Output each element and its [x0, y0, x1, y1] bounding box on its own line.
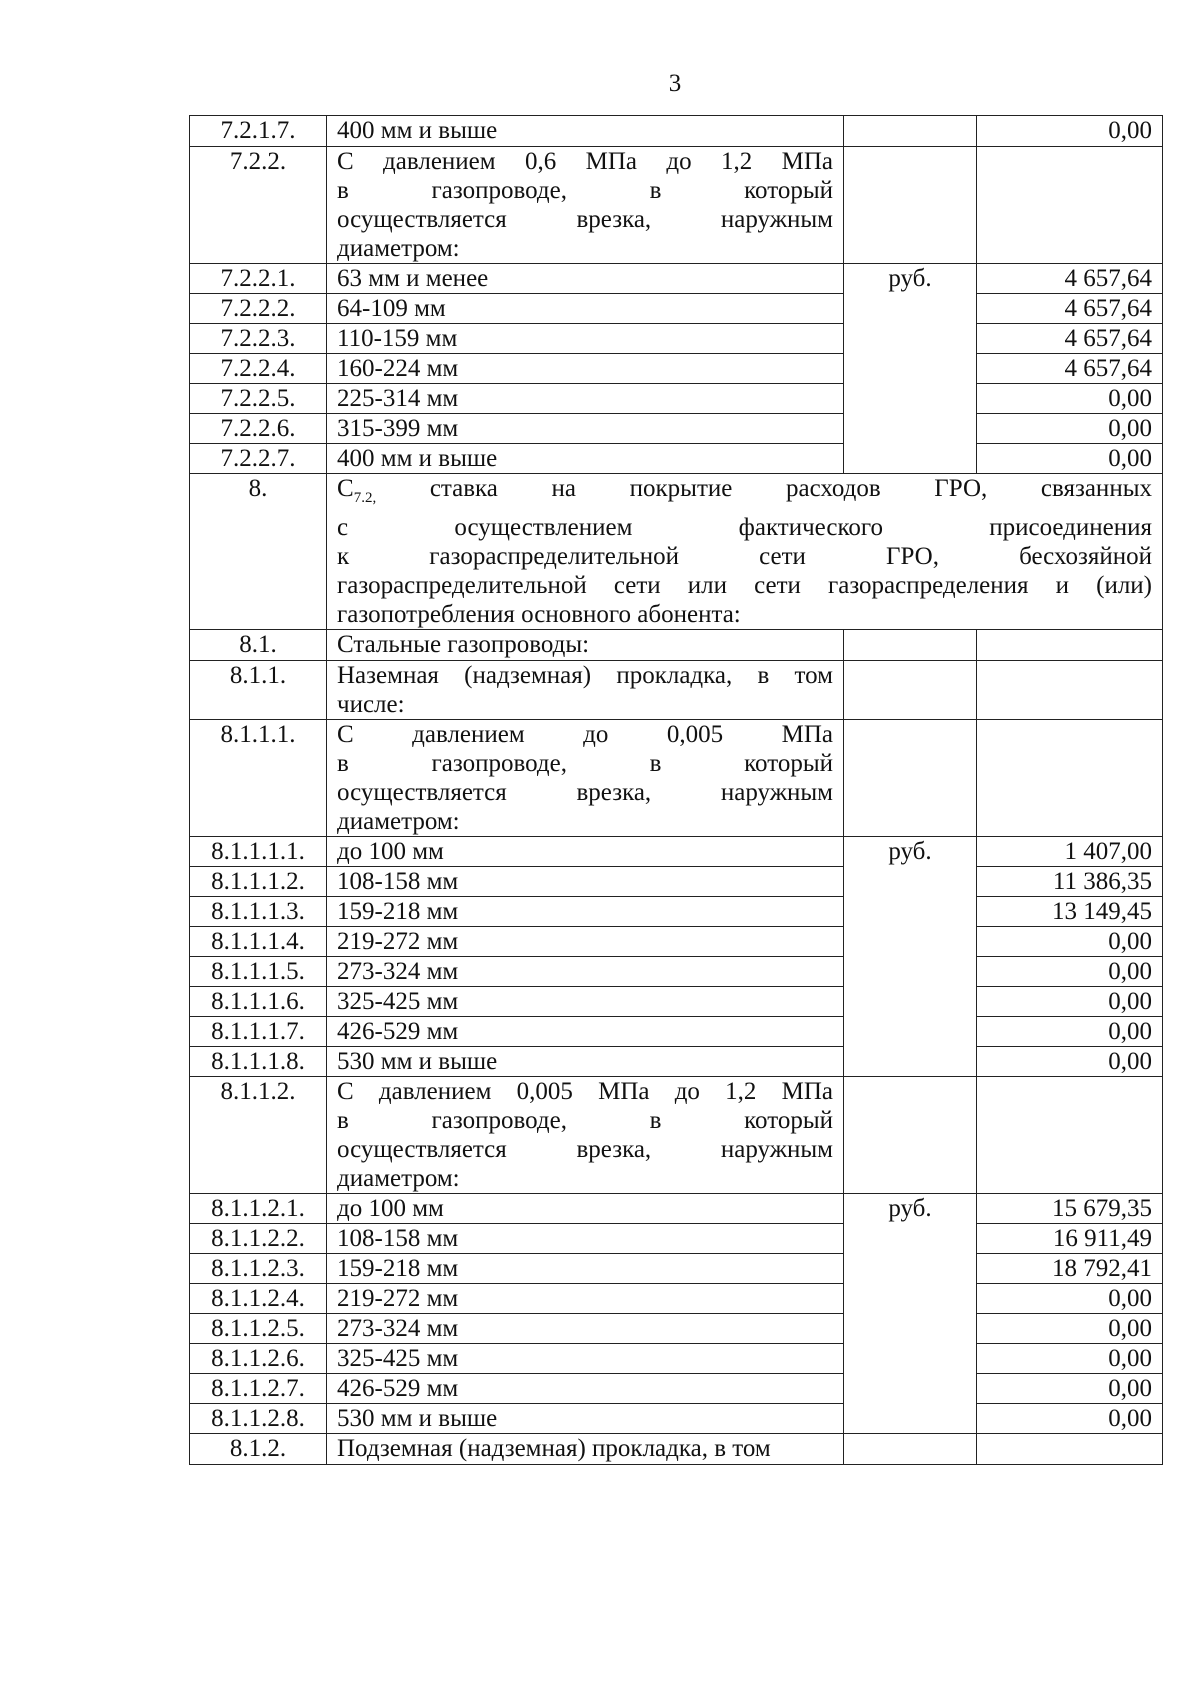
description-line: осуществляется врезка, наружным	[337, 206, 833, 233]
unit-label: руб.	[844, 264, 977, 474]
row-description: 64-109 мм	[327, 294, 844, 324]
table-row	[190, 1434, 1163, 1465]
description-line: к газораспределительной сети ГРО, бесхозяйной	[337, 543, 1152, 570]
table-row	[190, 1077, 1163, 1194]
row-description: 63 мм и менее	[327, 264, 844, 294]
description-line: осуществляется врезка, наружным	[337, 1136, 833, 1163]
row-value: 13 149,45	[977, 897, 1163, 927]
row-description	[327, 1077, 844, 1194]
row-description: 225-314 мм	[327, 384, 844, 414]
row-number: 8.1.1.1.3.	[190, 897, 327, 927]
row-value: 0,00	[977, 1404, 1163, 1434]
table-row	[190, 1374, 1163, 1404]
row-number: 8.1.	[190, 630, 327, 661]
row-description	[327, 474, 1163, 630]
table-row	[190, 1017, 1163, 1047]
row-description: 400 мм и выше	[327, 444, 844, 474]
row-value: 4 657,64	[977, 324, 1163, 354]
row-number: 8.1.1.2.7.	[190, 1374, 327, 1404]
row-description: 219-272 мм	[327, 1284, 844, 1314]
table-row	[190, 294, 1163, 324]
row-value: 4 657,64	[977, 354, 1163, 384]
description-line: С давлением 0,6 МПа до 1,2 МПа	[337, 148, 833, 175]
row-number: 8.1.1.1.1.	[190, 837, 327, 867]
row-number: 8.1.1.1.8.	[190, 1047, 327, 1077]
row-number: 8.1.1.1.5.	[190, 957, 327, 987]
row-description: 426-529 мм	[327, 1374, 844, 1404]
row-description: до 100 мм	[327, 1194, 844, 1224]
rate-symbol: С	[337, 475, 354, 502]
row-value: 16 911,49	[977, 1224, 1163, 1254]
row-description: 160-224 мм	[327, 354, 844, 384]
row-unit	[844, 630, 977, 661]
row-number: 7.2.2.3.	[190, 324, 327, 354]
row-value	[977, 1434, 1163, 1465]
row-number: 8.1.2.	[190, 1434, 327, 1465]
row-number: 7.2.2.2.	[190, 294, 327, 324]
table-row	[190, 837, 1163, 867]
tariff-table	[189, 115, 1163, 1465]
row-number: 7.2.2.6.	[190, 414, 327, 444]
table-row	[190, 867, 1163, 897]
table-row	[190, 116, 1163, 147]
row-value: 0,00	[977, 116, 1163, 147]
description-line: диаметром:	[337, 808, 460, 835]
description-line: С давлением 0,005 МПа до 1,2 МПа	[337, 1078, 833, 1105]
description-line: газопотребления основного абонента:	[337, 601, 741, 628]
row-number: 7.2.2.7.	[190, 444, 327, 474]
row-description: 325-425 мм	[327, 1344, 844, 1374]
rate-subscript: 7.2,	[353, 490, 377, 506]
description-line: осуществляется врезка, наружным	[337, 779, 833, 806]
table-row	[190, 444, 1163, 474]
row-description: 426-529 мм	[327, 1017, 844, 1047]
description-line: Наземная (надземная) прокладка, в том	[337, 662, 833, 689]
description-line: в газопроводе, в который	[337, 750, 833, 777]
table-row	[190, 324, 1163, 354]
row-description	[327, 720, 844, 837]
table-row	[190, 897, 1163, 927]
row-value: 4 657,64	[977, 264, 1163, 294]
row-number: 8.1.1.1.7.	[190, 1017, 327, 1047]
row-description: 108-158 мм	[327, 1224, 844, 1254]
table-row	[190, 1284, 1163, 1314]
row-value	[977, 147, 1163, 264]
table-row	[190, 147, 1163, 264]
row-value: 0,00	[977, 1374, 1163, 1404]
table-row	[190, 927, 1163, 957]
row-number: 8.1.1.2.3.	[190, 1254, 327, 1284]
row-value: 18 792,41	[977, 1254, 1163, 1284]
row-number: 8.1.1.2.8.	[190, 1404, 327, 1434]
row-value: 0,00	[977, 384, 1163, 414]
description-line: газораспределительной сети или сети газораспределения и (или)	[337, 572, 1152, 599]
table-row	[190, 1224, 1163, 1254]
table-row	[190, 630, 1163, 661]
row-value: 0,00	[977, 957, 1163, 987]
row-value: 15 679,35	[977, 1194, 1163, 1224]
row-unit	[844, 1077, 977, 1194]
description-text: ставка на покрытие расходов ГРО, связанных	[429, 475, 1152, 502]
row-description	[327, 661, 844, 720]
tariff-table-body	[190, 116, 1163, 1465]
row-description: 273-324 мм	[327, 957, 844, 987]
row-description: Подземная (надземная) прокладка, в том	[327, 1434, 844, 1465]
unit-label: руб.	[844, 1194, 977, 1434]
table-row	[190, 720, 1163, 837]
table-row	[190, 414, 1163, 444]
table-row	[190, 1404, 1163, 1434]
row-value: 0,00	[977, 1314, 1163, 1344]
row-unit	[844, 147, 977, 264]
row-description: 219-272 мм	[327, 927, 844, 957]
row-value: 11 386,35	[977, 867, 1163, 897]
row-number: 8.1.1.1.4.	[190, 927, 327, 957]
row-number: 8.1.1.2.5.	[190, 1314, 327, 1344]
row-unit	[844, 720, 977, 837]
row-number: 7.2.1.7.	[190, 116, 327, 147]
description-line: С давлением до 0,005 МПа	[337, 721, 833, 748]
table-row	[190, 1047, 1163, 1077]
row-description: 159-218 мм	[327, 1254, 844, 1284]
row-number: 7.2.2.5.	[190, 384, 327, 414]
row-value	[977, 661, 1163, 720]
row-description: 108-158 мм	[327, 867, 844, 897]
description-line	[337, 474, 1152, 513]
table-row	[190, 1344, 1163, 1374]
table-row	[190, 1194, 1163, 1224]
row-number: 7.2.2.1.	[190, 264, 327, 294]
description-line: в газопроводе, в который	[337, 1107, 833, 1134]
description-line: в газопроводе, в который	[337, 177, 833, 204]
table-row	[190, 264, 1163, 294]
description-line: с осуществлением фактического присоединения	[337, 514, 1152, 541]
row-value: 0,00	[977, 1284, 1163, 1314]
table-row	[190, 1314, 1163, 1344]
row-number: 8.1.1.1.	[190, 720, 327, 837]
row-description: до 100 мм	[327, 837, 844, 867]
unit-label: руб.	[844, 837, 977, 1077]
table-row	[190, 384, 1163, 414]
row-number: 8.1.1.2.4.	[190, 1284, 327, 1314]
row-value: 0,00	[977, 1047, 1163, 1077]
row-description: 315-399 мм	[327, 414, 844, 444]
table-row	[190, 1254, 1163, 1284]
table-row	[190, 957, 1163, 987]
row-value: 4 657,64	[977, 294, 1163, 324]
row-description: 400 мм и выше	[327, 116, 844, 147]
row-value: 0,00	[977, 414, 1163, 444]
row-description: Стальные газопроводы:	[327, 630, 844, 661]
row-number: 8.1.1.2.2.	[190, 1224, 327, 1254]
row-value: 0,00	[977, 444, 1163, 474]
row-number: 7.2.2.4.	[190, 354, 327, 384]
description-line: диаметром:	[337, 1165, 460, 1192]
row-number: 8.1.1.1.2.	[190, 867, 327, 897]
row-number: 8.1.1.2.6.	[190, 1344, 327, 1374]
row-value: 0,00	[977, 927, 1163, 957]
row-number: 8.1.1.2.1.	[190, 1194, 327, 1224]
row-value	[977, 1077, 1163, 1194]
row-value	[977, 630, 1163, 661]
row-number: 8.1.1.	[190, 661, 327, 720]
row-description: 530 мм и выше	[327, 1404, 844, 1434]
row-value: 0,00	[977, 1344, 1163, 1374]
row-number: 8.1.1.2.	[190, 1077, 327, 1194]
table-row	[190, 661, 1163, 720]
row-value: 0,00	[977, 1017, 1163, 1047]
row-number: 7.2.2.	[190, 147, 327, 264]
row-description: 325-425 мм	[327, 987, 844, 1017]
description-line: диаметром:	[337, 235, 460, 262]
row-description	[327, 147, 844, 264]
row-description: 159-218 мм	[327, 897, 844, 927]
row-value	[977, 720, 1163, 837]
row-description: 110-159 мм	[327, 324, 844, 354]
page-number: 3	[668, 70, 682, 97]
row-number: 8.1.1.1.6.	[190, 987, 327, 1017]
description-line: числе:	[337, 691, 405, 718]
table-row	[190, 354, 1163, 384]
row-value: 0,00	[977, 987, 1163, 1017]
table-row	[190, 474, 1163, 630]
row-description: 273-324 мм	[327, 1314, 844, 1344]
row-number: 8.	[190, 474, 327, 630]
row-unit	[844, 1434, 977, 1465]
row-description: 530 мм и выше	[327, 1047, 844, 1077]
row-unit	[844, 116, 977, 147]
row-value: 1 407,00	[977, 837, 1163, 867]
table-row	[190, 987, 1163, 1017]
row-unit	[844, 661, 977, 720]
